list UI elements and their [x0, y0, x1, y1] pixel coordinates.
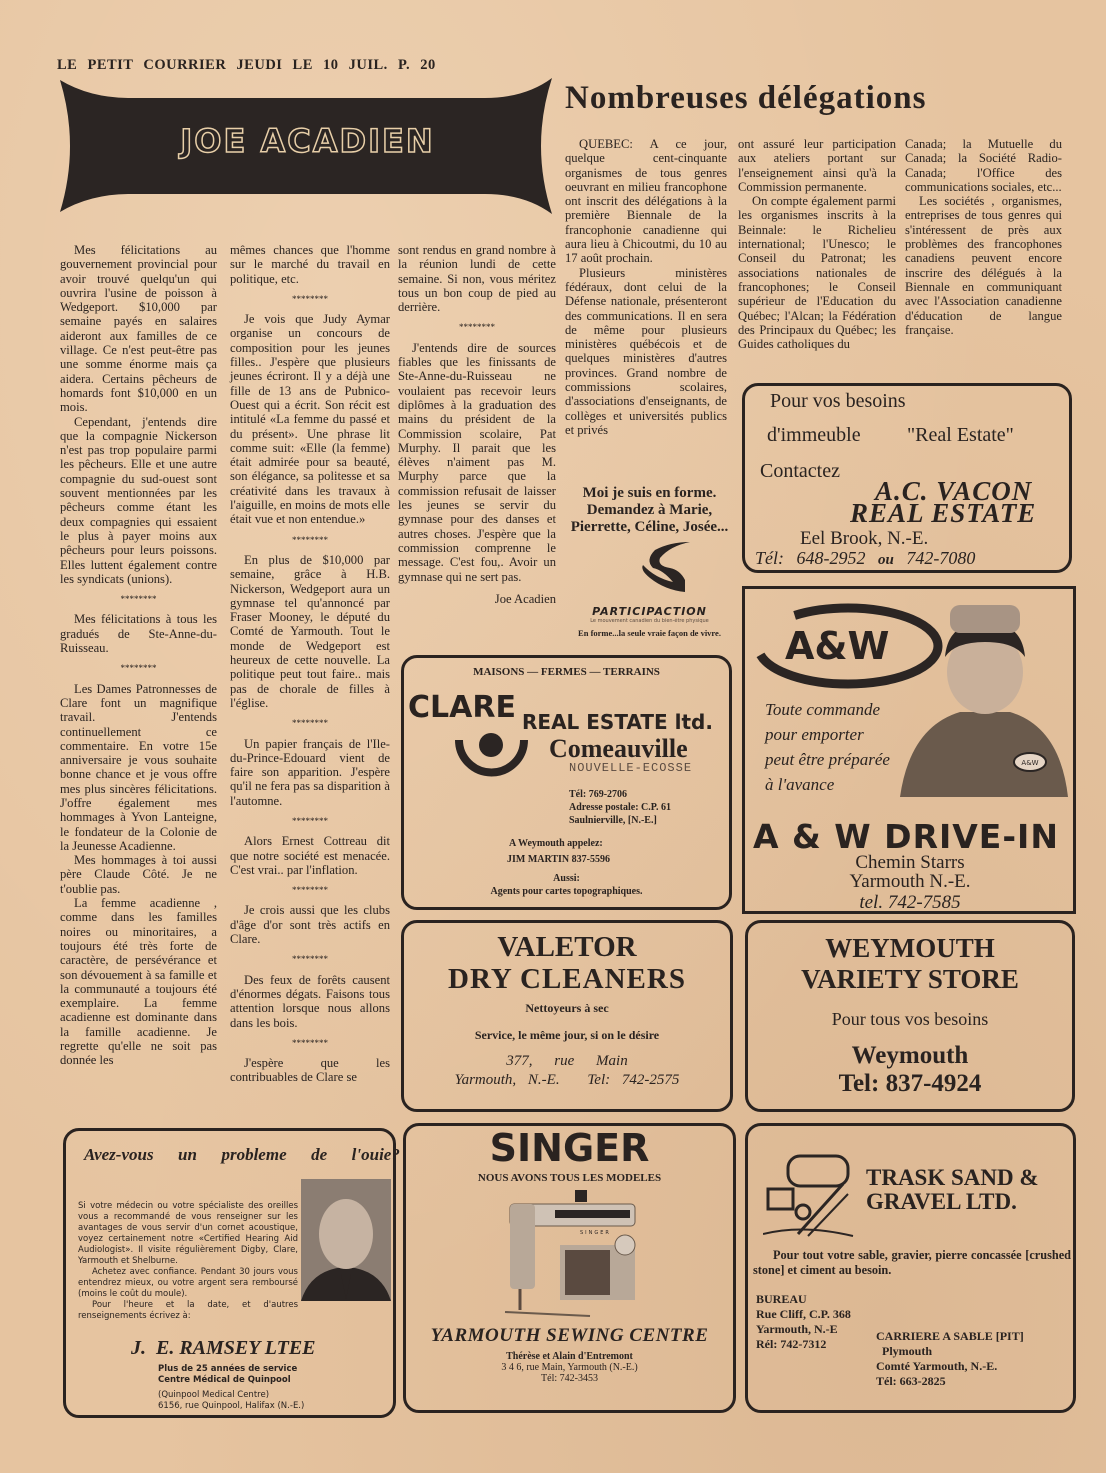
paragraph: Mes félicitations à tous les gradués de Ste-Anne-du-Ruisseau.: [60, 612, 217, 656]
weymouth-town: Weymouth: [851, 1042, 969, 1069]
trask-office-label: BUREAU: [756, 1292, 807, 1306]
weymouth-name1: WEYMOUTH: [825, 933, 995, 963]
paragraph: Mes félicitations au gouvernement provincial pour avoir trouvé quelqu'un qui ouvrira l'usine de poisson à Wedgeport. $10,000 par semaine payés en salaires aideront aux familles de ce village. Ce n'est peut-être pas une somme énorme mais ça aidera. Certains pêcheurs de homards font $10,000 en un mois.: [60, 243, 217, 415]
aw-employee-photo: [900, 597, 1070, 797]
trask-pit-tel: Tél: 663-2825: [876, 1374, 946, 1388]
aw-badge: A&W: [1021, 759, 1039, 767]
section-divider: ********: [292, 815, 328, 826]
paragraph: J'espère que les contribuables de Clare se: [230, 1056, 390, 1085]
clare-town: Comeauville: [549, 734, 688, 763]
sewing-machine-photo: [500, 1190, 640, 1320]
vacon-place: Eel Brook, N.-E.: [800, 528, 929, 549]
section-divider: ********: [120, 663, 157, 674]
clare-brand: CLARE: [408, 690, 516, 725]
weymouth-name2: VARIETY STORE: [801, 964, 1019, 994]
paragraph: Canada; la Mutuelle du Canada; la Société Radio-Canada; l'Office des communications sociales, etc...: [905, 137, 1062, 194]
section-divider: ********: [459, 322, 495, 333]
participaction-brand: PARTICIPACTION: [592, 605, 707, 618]
paragraph: Les Dames Patronnesses de Clare font un magnifique travail. J'entends continuellement ce commentaire. En votre 15e anniversaire je vous souhaite bonne chance et je vous offre mes plus sincères félicitations. J'offre également mes hommages à Yvon Lanteigne, le fondateur de la Colonie de la Jeunesse Acadienne.: [60, 681, 217, 853]
aw-line2: pour emporter: [765, 725, 864, 744]
singer-sub: NOUS AVONS TOUS LES MODELES: [477, 1172, 662, 1184]
trask-pit-town: Plymouth: [882, 1344, 933, 1358]
clare-maps: Agents pour cartes topographiques.: [490, 886, 643, 897]
aw-tel: tel. 742-7585: [859, 892, 961, 913]
valetor-province: N.-E.: [527, 1072, 560, 1088]
trask-pit-label: CARRIERE A SABLE [PIT]: [876, 1329, 1024, 1343]
vacon-line1: Pour vos besoins: [770, 390, 906, 412]
ramsey-headline: Avez-vous un probleme de l'ouie?: [84, 1145, 400, 1164]
paragraph: Un papier français de l'Ile-du-Prince-Edouard vient de faire son apparition. J'espère qu'il ne fera pas sa disparition à l'automne.: [230, 736, 390, 808]
masthead: [57, 57, 436, 74]
clare-aussi: Aussi:: [553, 873, 580, 884]
aw-line1: Toute commande: [765, 700, 881, 719]
aw-street: Chemin Starrs: [855, 852, 965, 873]
valetor-dry-cleaners-ad: [401, 920, 733, 1112]
valetor-name2: DRY CLEANERS: [448, 963, 686, 995]
section-divider: ********: [120, 594, 157, 605]
vacon-tel1: 648-2952: [796, 548, 866, 568]
ramsey-body1: Si votre médecin ou votre spécialiste des oreilles vous a recommandé de vous renseigner sur les avantages de vous servir d'un cornet acoustique, voyez certainement notre «Certified Hearing Aid Audiologist». Il visite régulièrement Digby, Clare, Yarmouth et Shelburne.: [78, 1201, 298, 1266]
ramsey-address: 6156, rue Quinpool, Halifax (N.-E.): [158, 1401, 305, 1411]
section-divider: ********: [292, 1037, 328, 1048]
trask-description: Pour tout votre sable, gravier, pierre concassée [crushed stone] et ciment au besoin.: [753, 1248, 1071, 1277]
valetor-tel: Tel: 742-2575: [587, 1072, 680, 1088]
vacon-line2: d'immeuble: [767, 424, 861, 446]
vacon-name: A.C. VACON: [875, 476, 1033, 506]
paragraph: On compte également parmi les organismes inscrits à la Beinnale: le Richelieu international; l'Unesco; le Conseil du Patronat; les associations nationales de francophones; le Conseil supérieur de l'Education du Québec; l'Alcan; la Fédération des Principaux du Québec; les Guides catholiques du: [738, 194, 896, 352]
byline: Joe Acadien: [494, 591, 556, 606]
aw-line3: peut être préparée: [765, 750, 890, 769]
valetor-name1: VALETOR: [497, 931, 637, 963]
weymouth-tel: Tel: 837-4924: [838, 1070, 982, 1097]
paragraph: Les sociétés , organismes, entreprises de tous genres qui s'intéressent de près aux problèmes des francophones canadiens peuvent encore inscrire des délégués à la Biennale en communiquant avec l'Association canadienne d'éducation de langue française.: [905, 194, 1062, 337]
clare-real-estate-ad: [401, 655, 732, 910]
trask-name1: TRASK SAND &: [866, 1165, 1039, 1190]
machine-label: SINGER: [579, 1230, 611, 1236]
singer-tel: Tél: 742-3453: [541, 1373, 598, 1384]
vacon-tel2: 742-7080: [906, 548, 976, 568]
valetor-addr-rue: rue: [554, 1053, 575, 1069]
valetor-service: Service, le même jour, si on le désire: [474, 1028, 660, 1042]
weymouth-sub: Pour tous vos besoins: [831, 1009, 989, 1029]
paragraph: J'entends dire de sources fiables que les finissants de Ste-Anne-du-Ruisseau ne voulaient pas recevoir leurs diplômes à la graduation des mains du président de la Commission scolaire, Pat Murphy. Il parait que les élèves n'aiment pas M. Murphy parce que la commission refusait de laisser les jeunes se servir du gymnase pour des danses et autres choses. J'espère que la commission comprenne le message. C'est fou,. Avoir un gymnase qui ne sert pas.: [398, 340, 556, 584]
paragraph: sont rendus en grand nombre à la réunion lundi de cette semaine. Si non, vous méritez tous un bon coup de pied au derrière.: [398, 243, 556, 315]
column-banner: [60, 76, 555, 216]
valetor-addr-number: 377,: [506, 1053, 533, 1069]
paragraph: Je crois aussi que les clubs d'âge d'or sont très actifs en Clare.: [230, 903, 390, 947]
singer-brand: SINGER: [489, 1126, 650, 1170]
participaction-subtitle: Le mouvement canadien du bien-être physique: [590, 618, 709, 624]
section-divider: ********: [292, 885, 328, 896]
paragraph: ont assuré leur participation aux ateliers portant sur l'enseignement ainsi qu'à la Commission permanente.: [738, 137, 896, 194]
clare-top-line: MAISONS — FERMES — TERRAINS: [473, 666, 660, 678]
ramsey-portrait-photo: [301, 1179, 391, 1301]
trask-office-tel: Rél: 742-7312: [756, 1337, 827, 1351]
article-text-3: [905, 137, 1062, 337]
column-text-1: [60, 243, 217, 1068]
paragraph: mêmes chances que l'homme sur le marché du travail en politique, etc.: [230, 243, 390, 286]
trask-name2: GRAVEL LTD.: [866, 1189, 1017, 1214]
aw-city: Yarmouth N.-E.: [849, 871, 971, 892]
valetor-addr-main: Main: [596, 1053, 628, 1069]
vacon-tel-label: Tél:: [755, 548, 784, 568]
ramsey-body2: Achetez avec confiance. Pendant 30 jours vous entendrez mieux, ou votre argent sera remboursé (moins le coût du moule).: [78, 1267, 298, 1299]
ramsey-centre: Centre Médical de Quinpool: [158, 1375, 291, 1385]
issue-date: JEUDI LE 10 JUIL.: [236, 57, 388, 73]
aw-name: A & W DRIVE-IN: [753, 817, 1059, 856]
singer-address: 3 4 6, rue Main, Yarmouth (N.-E.): [501, 1362, 638, 1373]
section-divider: ********: [292, 534, 328, 545]
participaction-slogan: Moi je suis en forme. Demandez à Marie, Pierrette, Céline, Josée...: [570, 485, 729, 535]
participaction-logo-icon: [635, 540, 705, 600]
paragraph: Alors Ernest Cottreau dit que notre société est menacée. C'est vrai.. par l'inflation.: [230, 834, 390, 877]
participaction-ad: [562, 485, 737, 638]
ramsey-centre-en: (Quinpool Medical Centre): [158, 1390, 270, 1400]
clare-tel: Tél: 769-2706: [569, 789, 628, 800]
vacon-line2b: "Real Estate": [907, 424, 1014, 446]
paragraph: Mes hommages à toi aussi père Claude Côté. Je ne t'oublie pas.: [60, 853, 217, 896]
paragraph: Je vois que Judy Aymar organise un concours de composition pour les jeunes filles.. J'espère que plusieurs jeunes écriront. Il y a déjà une fille de 13 ans de Pubnico-Ouest qui a écrit. Son récit est intitulé «La femme du passé et du présent». Une phrase lit comme suit: «Elle (la femme) était admirée pour sa beauté, son élégance, sa politesse et sa créativité dans les travaux à l'aiguille, en moins de mots elle était vue et non entendue.»: [230, 312, 390, 527]
aw-drive-in-ad: [742, 586, 1076, 914]
clare-brand2: REAL ESTATE ltd.: [522, 710, 713, 734]
article-headline: Nombreuses délégations: [565, 80, 927, 116]
trask-office-street: Rue Cliff, C.P. 368: [756, 1307, 851, 1321]
paragraph: QUEBEC: A ce jour, quelque cent-cinquante organismes de tous genres oeuvrant en milieu francophone ont inscrit des délégations à la première Biennale de la francophonie canadienne qui aura lieu à Chicoutmi, du 10 au 17 août prochain.: [565, 137, 727, 266]
valetor-sub: Nettoyeurs à sec: [525, 1001, 609, 1015]
section-divider: ********: [292, 718, 328, 729]
clare-weymouth: A Weymouth appelez:: [509, 838, 603, 849]
clare-address: Adresse postale: C.P. 61: [569, 802, 671, 813]
paper-name: LE PETIT COURRIER: [57, 57, 227, 73]
participaction-tagline: En forme...la seule vraie façon de vivre.: [578, 628, 721, 638]
ramsey-body3: Pour l'heure et la date, et d'autres renseignements écrivez à:: [78, 1300, 298, 1321]
weymouth-variety-store-ad: [745, 920, 1075, 1112]
column-text-2: [230, 243, 390, 1085]
page-number: P. 20: [397, 57, 436, 73]
ramsey-name: J. E. RAMSEY LTEE: [131, 1337, 316, 1359]
singer-sewing-centre-ad: [403, 1123, 736, 1413]
vacon-real-estate-ad: [742, 383, 1072, 573]
paragraph: La femme acadienne , comme dans les familles noires ou minoritaires, a toujours été très forte de caractère, de persévérance et son dévouement à sa famille et la communauté a toujours été exemplaire. La femme acadienne est dominante dans la famille acadienne. Je regrette qu'elle ne soit pas donnée les: [60, 896, 217, 1068]
article-text-1: [565, 137, 727, 437]
vacon-ou: ou: [878, 552, 894, 568]
article-text-2: [738, 137, 896, 351]
singer-shop-name: YARMOUTH SEWING CENTRE: [430, 1325, 709, 1346]
section-divider: ********: [292, 954, 328, 965]
valetor-city: Yarmouth,: [454, 1072, 517, 1088]
aw-logo-text: A&W: [785, 624, 890, 668]
vacon-line3: Contactez: [760, 460, 840, 482]
gravel-truck-illustration: [763, 1154, 858, 1239]
clare-province: NOUVELLE-ECOSSE: [569, 761, 693, 775]
paragraph: En plus de $10,000 par semaine, grâce à H.B. Nickerson, Wedgeport aura un gymnase tel qu'annoncé par Fraser Mooney, le député du Comté de Yarmouth. Tout le monde de Wedgeport est heureux de cette nouvelle. La politique peut tout faire.. mais pas de chorale de filles à l'église.: [230, 552, 390, 710]
aw-line4: à l'avance: [765, 775, 835, 794]
clare-logo-icon: [454, 720, 529, 790]
trask-pit-county: Comté Yarmouth, N.-E.: [876, 1359, 998, 1373]
column-text-3: [398, 243, 556, 606]
section-divider: ********: [292, 293, 328, 304]
paragraph: Des feux de forêts causent d'énormes dégats. Faisons tous attention lorsque nous allons dans les bois.: [230, 972, 390, 1030]
banner-title: JOE ACADIEN: [180, 122, 435, 160]
ramsey-years: Plus de 25 années de service: [158, 1364, 298, 1374]
vacon-name2: REAL ESTATE: [850, 498, 1037, 528]
clare-city: Saulnierville, [N.-E.]: [569, 815, 657, 826]
paragraph: Plusieurs ministères fédéraux, dont celui de la Défense nationale, présenteront des communications. Il en sera de même pour plusieurs ministères québécois et de quelques ministères d'autres provinces. Grand nombre de commissions scolaires, d'associations d'enseignants, de collèges et universités publics et privés: [565, 265, 727, 437]
ramsey-hearing-aid-ad: [63, 1128, 400, 1418]
clare-agent: JIM MARTIN 837-5596: [507, 854, 610, 865]
paragraph: Cependant, j'entends dire que la compagnie Nickerson n'est pas trop populaire parmi les pêcheurs. Elle et une autre compagnie du sud-ouest sont souvent mentionnées par les pêcheurs comme étant les deux compagnies qui essaient le plus à payer moins aux pêcheurs pour leurs poissons. Elles luttent également contre les syndicats (unions).: [60, 414, 217, 586]
trask-sand-gravel-ad: [745, 1123, 1076, 1413]
singer-owners: Thérèse et Alain d'Entremont: [506, 1351, 633, 1362]
trask-office-city: Yarmouth, N.-E: [756, 1322, 838, 1336]
